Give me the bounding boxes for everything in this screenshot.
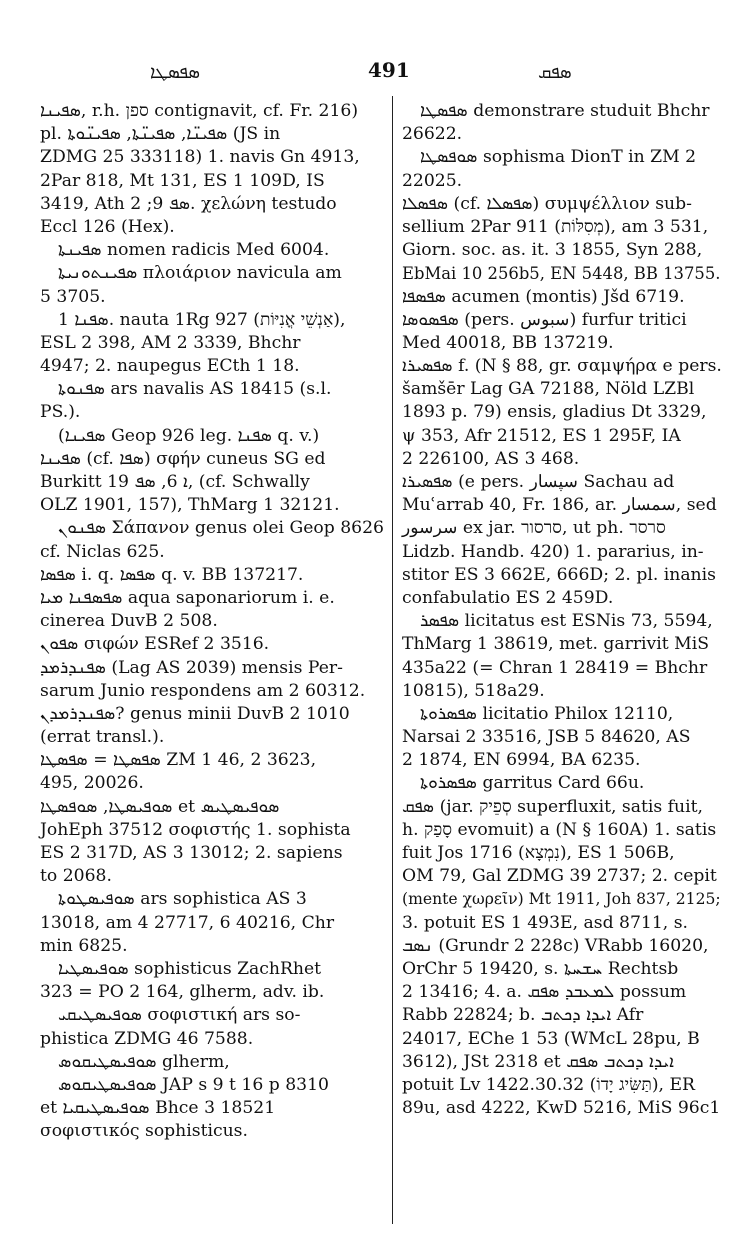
text-line: sarum Junio respondens am 2 60312. — [40, 680, 366, 701]
text-line: ܣܦܢܕܪܡܕܢ? genus minii DuvB 2 1010 — [40, 703, 350, 724]
text-line: fuit Jos 1716 (נִמְצָא), ES 1 506B, — [402, 843, 675, 863]
text-line: ܣܦܢܘܬܐ ars navalis AS 18415 (s.l. — [58, 379, 332, 400]
text-line: ܣܘܦܝܣܛܘܬܐ ars sophistica AS 3 — [58, 889, 307, 910]
text-line: EbMai 10 256b5, EN 5448, BB 13755. — [402, 264, 721, 284]
text-line: ܣܘܦܝܣܛܐ, ܣܘܦܣܛܐ et ܣܘܦܝܣܛܝܣ — [40, 796, 280, 817]
text-line: 2 1874, EN 6994, BA 6235. — [402, 750, 641, 771]
text-line: Rabb 22824; b. ܐܝܕܐ ܕܟܬܒ Afr — [402, 1005, 644, 1026]
text-line: 1893 p. 79) ensis, gladius Dt 3329, — [402, 402, 707, 423]
text-line: min 6825. — [40, 935, 128, 956]
text-line: ܣܦܣܘܣܐ (pers. سبوس) furfur tritici — [402, 309, 687, 330]
text-line: OLZ 1901, 157), ThMarg 1 32121. — [40, 495, 340, 516]
text-line: ܣܦܝܢܐ, r.h. ספן contignavit, cf. Fr. 216) — [40, 101, 359, 121]
text-line: ThMarg 1 38619, met. garrivit MiS — [402, 634, 709, 655]
text-line: 2Par 818, Mt 131, ES 1 109D, IS — [40, 170, 325, 191]
text-line: ܣܦܣܪܘܬܐ garritus Card 66u. — [420, 773, 645, 794]
text-line: ܣܦܘܢ σιφών ESRef 2 3516. — [40, 634, 270, 655]
text-line: stitor ES 3 662E, 666D; 2. pl. inanis — [402, 564, 716, 585]
text-line: (ܣܦܝܢܐ Geop 926 leg. ܣܦܢܐ q. v.) — [58, 425, 320, 446]
text-line: (mente χωρεῖν) Mt 1911, Joh 837, 2125; — [402, 890, 721, 909]
text-line: 89u, asd 4222, KwD 5216, MiS 96c1 — [402, 1098, 721, 1119]
text-line: Lidzb. Handb. 420) 1. pararius, in- — [402, 541, 704, 562]
column-divider — [392, 96, 393, 1224]
text-line: 3. potuit ES 1 493E, asd 8711, s. — [402, 912, 689, 933]
text-line: ZDMG 25 333118) 1. navis Gn 4913, — [40, 147, 360, 168]
text-line: ܢܣܒ (Grundr 2 228c) VRabb 16020, — [402, 935, 709, 956]
text-line: ܣܦܝܢܐ (cf. ܣܦܐ) σφήν cuneus SG ed — [40, 448, 326, 469]
text-line: 13018, am 4 27717, 6 40216, Chr — [40, 912, 335, 933]
text-line: 5 3705. — [40, 286, 106, 307]
text-line: ܣܦܣܝܪܐ (e pers. سپسار Sachau ad — [402, 472, 675, 492]
text-line: ܣܦܣܠܐ (cf. ܣܦܣܠܐ) συμψέλλιον sub- — [402, 193, 692, 214]
text-line: to 2068. — [40, 866, 112, 887]
text-line: 2 226100, AS 3 468. — [402, 448, 580, 469]
running-head-right: ܣܦܩ — [538, 62, 572, 83]
text-line: šamšēr Lag GA 72188, Nöld LZBl — [402, 379, 695, 400]
text-line: 323 = PO 2 164, glherm, adv. ib. — [40, 982, 325, 1003]
text-line: ܣܘܦܝܣܛܝܩܘܣ JAP s 9 t 16 p 8310 — [58, 1074, 329, 1095]
text-line: ܣܦܣܐ i. q. ܣܦܣܐ q. v. BB 137217. — [40, 564, 304, 585]
text-line: potuit Lv 1422.30.32 (תַּשִּׂיג יָדוֹ), ER — [402, 1074, 695, 1095]
text-line: Med 40018, BB 137219. — [402, 332, 614, 353]
text-line: ܣܘܦܝܣܛܝܩܘܣ glherm, — [58, 1051, 230, 1072]
text-line: Narsai 2 33516, JSB 5 84620, AS — [402, 727, 691, 748]
text-line: ܣܦܣܦܐ acumen (montis) Jšd 6719. — [402, 286, 685, 307]
text-line: (errat transl.). — [40, 727, 165, 748]
text-line: confabulatio ES 2 459D. — [402, 587, 614, 608]
text-line: ܣܘܦܝܣܛܝܩܝ σοφιστική ars so- — [58, 1005, 301, 1026]
left-column — [40, 100, 385, 1143]
text-line: ܣܘܦܣܛܐ sophisma DionT in ZM 2 — [420, 147, 697, 168]
text-line: ܣܦܝܢܬܘܢܝܬܐ πλοιάριον navicula am — [58, 263, 342, 284]
page-header — [38, 58, 720, 88]
text-line: pl. ܣܦܝܢ̈ܐ, ܣܦܝܢ̈ܬܐ, ܣܦܝܢ̈ܘܬܐ (JS in — [40, 124, 281, 145]
text-line: ESL 2 398, AM 2 3339, Bhchr — [40, 332, 301, 353]
text-line: 4947; 2. naupegus ECth 1 18. — [40, 356, 300, 377]
text-line: ܣܦܣܪܘܬܐ licitatio Philox 12110, — [420, 703, 674, 724]
text-line: sellium 2Par 911 (מְסִלּוֹת), am 3 531, — [402, 216, 709, 237]
text-line: et ܣܘܦܝܣܛܝܩܝܐ Bhce 3 18521 — [40, 1098, 276, 1119]
text-line: ܣܦܣܛܐ = ܣܦܣܛܐ ZM 1 46, 2 3623, — [40, 750, 317, 771]
text-line: 3419, Ath ܣܦ 9; 2. χελώνη testudo — [40, 193, 337, 214]
text-line: Burkitt ܐ 6, ܣܦ 19, (cf. Schwally — [40, 472, 310, 492]
text-line: سرسور ex jar. סרסור, ut ph. סרסר — [402, 518, 666, 539]
text-line: PS.). — [40, 402, 81, 423]
text-line: Giorn. soc. as. it. 3 1855, Syn 288, — [402, 240, 703, 261]
text-line: 26622. — [402, 124, 463, 145]
text-line: 495, 20026. — [40, 773, 144, 794]
page-number: 491 — [368, 58, 410, 82]
text-line: ܣܦܣܦܢܐ ܡܝܐ aqua saponariorum i. e. — [40, 587, 335, 608]
text-line: JohEph 37512 σοφιστής 1. sophista — [40, 819, 351, 840]
text-line: cf. Niclas 625. — [40, 541, 165, 562]
text-line: ES 2 317D, AS 3 13012; 2. sapiens — [40, 843, 343, 863]
text-line: ܣܦܣܛܐ demonstrare studuit Bhchr — [420, 101, 710, 121]
text-line: h. סָפַק evomuit) a (N § 160A) 1. satis — [402, 819, 717, 840]
text-line: Eccl 126 (Hex). — [40, 216, 175, 237]
text-line: 2 13416; 4. a. ܠܡܥܒܕ ܣܦܩ possum — [402, 982, 687, 1003]
text-line: ܣܦܢܐ 1. nauta 1Rg 927 (אַנְשֵׁי אֳנִיּוֹת), — [58, 309, 346, 330]
text-line: 10815), 518a29. — [402, 680, 545, 701]
text-line: ܣܦܝܢܬܐ nomen radicis Med 6004. — [58, 240, 330, 261]
running-head-left: ܣܦܣܛܐ — [150, 62, 200, 83]
text-line: ψ 353, Afr 21512, ES 1 295F, IA — [402, 425, 681, 446]
text-line: 435a22 (= Chran 1 28419 = Bhchr — [402, 657, 708, 678]
text-line: OrChr 5 19420, s. ܚܫܚܬܐ Rechtsb — [402, 958, 679, 979]
text-line: ܣܦܢܘܢ Σάπανον genus olei Geop 8626 — [58, 518, 384, 539]
text-line: 3612), JSt 2318 et ܐܝܕܐ ܕܟܬܒ ܣܦܩ — [402, 1051, 675, 1072]
text-line: ܣܦܢܕܪܡܕ (Lag AS 2039) mensis Per- — [40, 657, 343, 678]
text-line: ܣܘܦܝܣܛܝܐ sophisticus ZachRhet — [58, 958, 322, 979]
text-line: ܣܦܣܪ licitatus est ESNis 73, 5594, — [420, 611, 713, 632]
text-line: phistica ZDMG 46 7588. — [40, 1028, 254, 1049]
text-line: σοφιστικός sophisticus. — [40, 1121, 248, 1142]
text-line: Muʿarrab 40, Fr. 186, ar. سمسار, sed — [402, 495, 717, 516]
text-line: ܣܦܣܝܪܐ f. (N § 88, gr. σαμψήρα e pers. — [402, 356, 722, 377]
text-line: ܣܦܩ (jar. סְפֵיק superfluxit, satis fuit, — [402, 796, 703, 817]
text-line: 24017, EChe 1 53 (WMcL 28pu, B — [402, 1028, 700, 1049]
text-line: 22025. — [402, 170, 463, 191]
right-column — [402, 100, 724, 1120]
text-line: cinerea DuvB 2 508. — [40, 611, 218, 632]
text-line: OM 79, Gal ZDMG 39 2737; 2. cepit — [402, 866, 717, 887]
